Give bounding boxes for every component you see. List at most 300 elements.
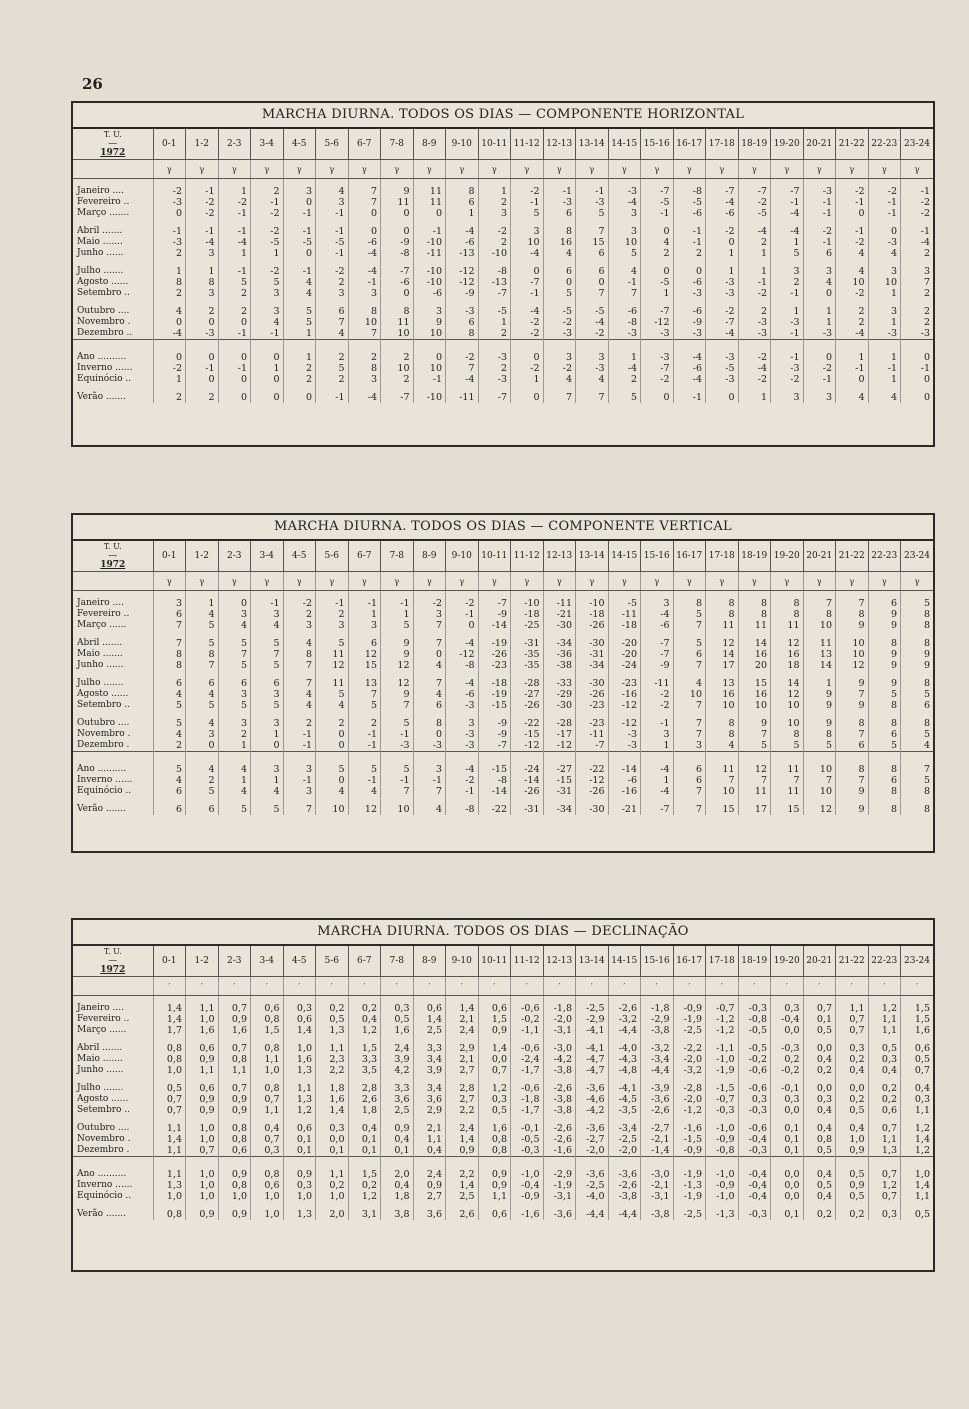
value-cell: 0 [251,740,284,752]
value-cell: -1 [316,219,349,237]
value-cell: 1,5 [478,1014,511,1025]
value-cell: -3 [153,237,186,248]
value-cell: -13 [478,277,511,288]
value-cell: 0,3 [251,1145,284,1157]
value-cell: 1,4 [901,1180,934,1191]
table-row [73,649,933,660]
value-cell: 0 [251,340,284,364]
value-cell: 5 [283,317,316,328]
row-label: Maio ....... [77,237,123,247]
value-cell: 9 [381,689,414,700]
value-cell: 0 [316,729,349,740]
value-cell: 0 [218,317,251,328]
value-cell: 4 [868,385,901,403]
value-cell: -2 [251,259,284,277]
unit-cell: γ [446,160,479,179]
unit-cell: γ [348,160,381,179]
value-cell: 5 [218,700,251,711]
value-cell: -1 [836,363,869,374]
value-cell: -2 [511,363,544,374]
value-cell: 7 [153,620,186,631]
value-cell: 0,4 [381,1180,414,1191]
value-cell: 2 [251,179,284,198]
tu-label: T. U. [103,130,122,139]
value-cell: 5 [316,752,349,776]
value-cell: 4 [836,385,869,403]
unit-cell: ′ [803,977,836,996]
value-cell: 1,1 [218,1065,251,1076]
value-cell: -19 [478,689,511,700]
value-cell: -7 [478,591,511,610]
value-cell: 0,5 [803,1180,836,1191]
unit-cell: γ [218,160,251,179]
unit-cell: ′ [478,977,511,996]
value-cell: -3 [446,299,479,317]
value-cell: 0,7 [218,1076,251,1094]
value-cell: -1,3 [673,1180,706,1191]
value-cell: -1,8 [641,996,674,1015]
value-cell: -0,5 [738,1025,771,1036]
unit-cell: γ [251,160,284,179]
horizontal-component-table [71,101,935,447]
value-cell: 4 [153,775,186,786]
hour-header: 11-12 [511,946,544,977]
value-cell: 0,1 [771,1145,804,1157]
value-cell: 8 [283,649,316,660]
hour-header: 11-12 [511,129,544,160]
value-cell: 8 [738,609,771,620]
value-cell: 1 [218,740,251,752]
value-cell: -18 [511,609,544,620]
value-cell: -2 [251,208,284,219]
unit-cell: γ [251,572,284,591]
row-label: Agosto ...... [77,689,129,699]
value-cell: 0,5 [836,1191,869,1202]
value-cell: -1,6 [673,1116,706,1134]
value-cell: -2 [641,374,674,385]
value-cell: 5 [771,248,804,259]
value-cell: -5 [673,197,706,208]
value-cell: 2,4 [446,1025,479,1036]
unit-cell: γ [186,572,219,591]
value-cell: 0,4 [836,1065,869,1076]
value-cell: 17 [738,797,771,815]
value-cell: 1,4 [446,1180,479,1191]
unit-cell: γ [706,160,739,179]
row-label: Outubro .... [77,306,130,316]
value-cell: -2 [218,197,251,208]
data-grid [73,946,933,1220]
value-cell: 10 [803,620,836,631]
value-cell: 6 [218,671,251,689]
value-cell: 0,2 [836,1094,869,1105]
value-cell: 2 [901,248,934,259]
value-cell: 7 [803,591,836,610]
value-cell: 1,0 [186,1157,219,1181]
value-cell: 1,4 [478,1036,511,1054]
value-cell: 4 [576,374,609,385]
value-cell: 0,7 [218,1036,251,1054]
value-cell: 1,7 [153,1025,186,1036]
row-label: Inverno ...... [77,363,133,373]
value-cell: 6 [543,208,576,219]
value-cell: 1,0 [153,1191,186,1202]
value-cell: 0,8 [251,1014,284,1025]
value-cell: -4 [673,340,706,364]
value-cell: 0,8 [218,1180,251,1191]
hour-header: 7-8 [381,946,414,977]
hour-header: 2-3 [218,541,251,572]
value-cell: 10 [381,797,414,815]
value-cell: 0 [186,374,219,385]
value-cell: -4 [738,219,771,237]
value-cell: -1 [771,340,804,364]
value-cell: 11 [738,786,771,797]
value-cell: 0 [381,288,414,299]
value-cell: -4,1 [608,1076,641,1094]
value-cell: 5 [771,740,804,752]
value-cell: -4 [446,671,479,689]
value-cell: 2 [186,299,219,317]
value-cell: -7 [511,277,544,288]
row-label: Inverno ...... [77,775,133,785]
value-cell: -3 [446,700,479,711]
value-cell: -34 [543,631,576,649]
unit-cell: γ [186,160,219,179]
value-cell: -1 [673,385,706,403]
value-cell: -1,1 [706,1036,739,1054]
value-cell: 2,2 [446,1157,479,1181]
value-cell: 10 [381,363,414,374]
value-cell: -1 [868,363,901,374]
value-cell: -12 [446,277,479,288]
value-cell: 2 [316,277,349,288]
unit-cell: ′ [413,977,446,996]
value-cell: 0 [218,374,251,385]
value-cell: 1 [868,340,901,364]
value-cell: -1 [641,711,674,729]
row-label: Novembro . [77,1134,131,1144]
value-cell: 1 [738,385,771,403]
value-cell: 2 [381,374,414,385]
value-cell: -0,6 [511,1076,544,1094]
value-cell: 10 [771,700,804,711]
value-cell: -2,0 [576,1145,609,1157]
value-cell: 1,2 [478,1076,511,1094]
value-cell: 1,1 [868,1025,901,1036]
value-cell: 0,7 [803,996,836,1015]
value-cell: 7 [543,385,576,403]
unit-cell: ′ [836,977,869,996]
value-cell: 8 [738,591,771,610]
value-cell: -4 [153,328,186,340]
value-cell: -13 [446,248,479,259]
value-cell: 3 [511,219,544,237]
value-cell: 0,4 [901,1076,934,1094]
value-cell: -1,2 [673,1105,706,1116]
value-cell: 8 [901,671,934,689]
table-row [73,752,933,776]
value-cell: 3 [218,689,251,700]
value-cell: 11 [316,649,349,660]
value-cell: 0 [251,374,284,385]
value-cell: -2 [543,363,576,374]
value-cell: 8 [706,591,739,610]
value-cell: -6 [446,237,479,248]
row-label: Dezembro . [77,1145,130,1155]
value-cell: 6 [186,797,219,815]
value-cell: -5 [641,197,674,208]
value-cell: 0 [511,340,544,364]
value-cell: 6 [348,631,381,649]
value-cell: -1 [283,259,316,277]
value-cell: 0 [803,288,836,299]
declination-table [71,918,935,1272]
value-cell: -4,0 [608,1036,641,1054]
value-cell: 6 [673,649,706,660]
value-cell: -2,5 [576,996,609,1015]
value-cell: -10 [576,591,609,610]
value-cell: 9 [901,649,934,660]
value-cell: 6 [153,786,186,797]
value-cell: 3,4 [413,1076,446,1094]
unit-cell: γ [608,160,641,179]
unit-blank [73,977,153,996]
value-cell: 2,5 [446,1191,479,1202]
value-cell: 5 [511,208,544,219]
value-cell: 7 [673,620,706,631]
value-cell: 12 [348,797,381,815]
hour-header: 22-23 [868,946,901,977]
value-cell: -28 [543,711,576,729]
hour-header: 22-23 [868,129,901,160]
value-cell: -1 [673,219,706,237]
value-cell: 1,0 [251,1191,284,1202]
value-cell: -4 [641,752,674,776]
value-cell: -2 [478,219,511,237]
unit-cell: γ [153,572,186,591]
value-cell: 3 [283,620,316,631]
vertical-component-table [71,513,935,853]
row-label: Ano .......... [73,1157,153,1181]
value-cell: 17 [706,660,739,671]
value-cell: 7 [446,363,479,374]
value-cell: 0,2 [868,1076,901,1094]
value-cell: 10 [836,649,869,660]
value-cell: -2,1 [641,1180,674,1191]
value-cell: 0,4 [381,1134,414,1145]
hour-header: 17-18 [706,946,739,977]
value-cell: 5 [316,363,349,374]
value-cell: -5 [738,208,771,219]
value-cell: 3 [348,288,381,299]
value-cell: -0,9 [706,1180,739,1191]
value-cell: 1 [641,775,674,786]
value-cell: 0,9 [413,1180,446,1191]
value-cell: 0,1 [381,1145,414,1157]
value-cell: -2 [511,317,544,328]
value-cell: -1 [803,208,836,219]
value-cell: 12 [348,649,381,660]
year-label: 1972 [100,965,126,975]
value-cell: -26 [576,620,609,631]
value-cell: 1,0 [283,1036,316,1054]
value-cell: 9 [868,609,901,620]
table-row [73,1116,933,1134]
value-cell: 12 [316,660,349,671]
value-cell: 8 [901,797,934,815]
value-cell: -1,0 [706,1116,739,1134]
value-cell: 8 [348,299,381,317]
value-cell: -2,6 [543,1134,576,1145]
value-cell: 0,0 [771,1157,804,1181]
value-cell: -1,9 [673,1014,706,1025]
value-cell: 4 [413,797,446,815]
value-cell: 1,1 [316,1157,349,1181]
value-cell: -31 [511,797,544,815]
hour-header: 15-16 [641,129,674,160]
value-cell: -2,6 [641,1105,674,1116]
value-cell: 8 [348,363,381,374]
value-cell: 1,0 [283,1191,316,1202]
value-cell: 0,9 [381,1116,414,1134]
value-cell: 1 [771,299,804,317]
unit-cell: ′ [543,977,576,996]
value-cell: 0 [381,219,414,237]
value-cell: -2 [738,288,771,299]
value-cell: -3 [673,328,706,340]
value-cell: 0 [543,277,576,288]
value-cell: 0,4 [803,1157,836,1181]
value-cell: -0,2 [511,1014,544,1025]
value-cell: 0,2 [316,1180,349,1191]
value-cell: -1 [413,219,446,237]
unit-cell: γ [153,160,186,179]
value-cell: 5 [576,208,609,219]
value-cell: -0,6 [738,1065,771,1076]
value-cell: -34 [543,797,576,815]
value-cell: 0,8 [478,1134,511,1145]
hour-header: 12-13 [543,541,576,572]
value-cell: -3,8 [608,1191,641,1202]
value-cell: -5 [576,299,609,317]
value-cell: 1,2 [901,1116,934,1134]
value-cell: -4 [446,631,479,649]
value-cell: -4,7 [576,1054,609,1065]
value-cell: 6 [673,775,706,786]
value-cell: 0,3 [836,1036,869,1054]
value-cell: -1 [803,197,836,208]
value-cell: 7 [836,591,869,610]
value-cell: -3 [446,729,479,740]
value-cell: 3,6 [413,1202,446,1220]
hour-header: 7-8 [381,129,414,160]
row-label: Setembro .. [77,1105,131,1115]
page-number: 26 [82,75,103,93]
period-header [73,129,153,160]
table-row [73,671,933,689]
value-cell: 2 [673,248,706,259]
unit-cell: ′ [771,977,804,996]
value-cell: 1,6 [478,1116,511,1134]
value-cell: 9 [836,786,869,797]
value-cell: 0,3 [771,1094,804,1105]
value-cell: -3 [576,197,609,208]
value-cell: 0,4 [803,1116,836,1134]
header-row [73,946,933,977]
value-cell: 0,1 [771,1202,804,1220]
value-cell: 1 [868,288,901,299]
row-label: Agosto ...... [77,1094,129,1104]
hour-header: 3-4 [251,541,284,572]
row-label: Ano .......... [73,752,153,776]
value-cell: -4,8 [608,1065,641,1076]
value-cell: -7 [738,179,771,198]
value-cell: 2 [316,711,349,729]
value-cell: 1 [446,208,479,219]
value-cell: -3 [868,328,901,340]
value-cell: -4,4 [576,1202,609,1220]
value-cell: 2,3 [316,1054,349,1065]
value-cell: 5 [543,288,576,299]
unit-cell: ′ [316,977,349,996]
value-cell: -4 [608,363,641,374]
value-cell: -3,6 [576,1116,609,1134]
value-cell: -7 [576,740,609,752]
value-cell: -3,6 [543,1202,576,1220]
value-cell: -14 [511,775,544,786]
value-cell: 5 [348,700,381,711]
value-cell: -16 [608,689,641,700]
value-cell: 6 [153,671,186,689]
unit-cell: ′ [381,977,414,996]
value-cell: 15 [348,660,381,671]
value-cell: -26 [511,786,544,797]
value-cell: -3 [738,317,771,328]
value-cell: -4,4 [608,1025,641,1036]
value-cell: -2,4 [511,1054,544,1065]
hour-header: 8-9 [413,129,446,160]
value-cell: -0,7 [706,996,739,1015]
value-cell: 7 [153,631,186,649]
value-cell: -2 [836,237,869,248]
value-cell: -1 [283,219,316,237]
value-cell: -1,2 [706,1025,739,1036]
value-cell: -4 [641,786,674,797]
value-cell: 0,5 [153,1076,186,1094]
value-cell: -14 [478,620,511,631]
value-cell: -1,2 [706,1014,739,1025]
value-cell: 0,3 [283,1180,316,1191]
value-cell: 7 [316,317,349,328]
value-cell: -1,0 [511,1157,544,1181]
value-cell: 2,2 [316,1065,349,1076]
value-cell: -1 [348,775,381,786]
value-cell: -1 [608,277,641,288]
value-cell: 0,0 [771,1025,804,1036]
value-cell: 1 [381,609,414,620]
value-cell: -11 [608,609,641,620]
value-cell: -1,0 [706,1157,739,1181]
value-cell: -2 [738,340,771,364]
value-cell: 0 [316,775,349,786]
value-cell: -12 [641,317,674,328]
table-row [73,620,933,631]
value-cell: 0,9 [836,1145,869,1157]
value-cell: 1,5 [901,996,934,1015]
value-cell: -3,0 [641,1157,674,1181]
table-row [73,591,933,610]
